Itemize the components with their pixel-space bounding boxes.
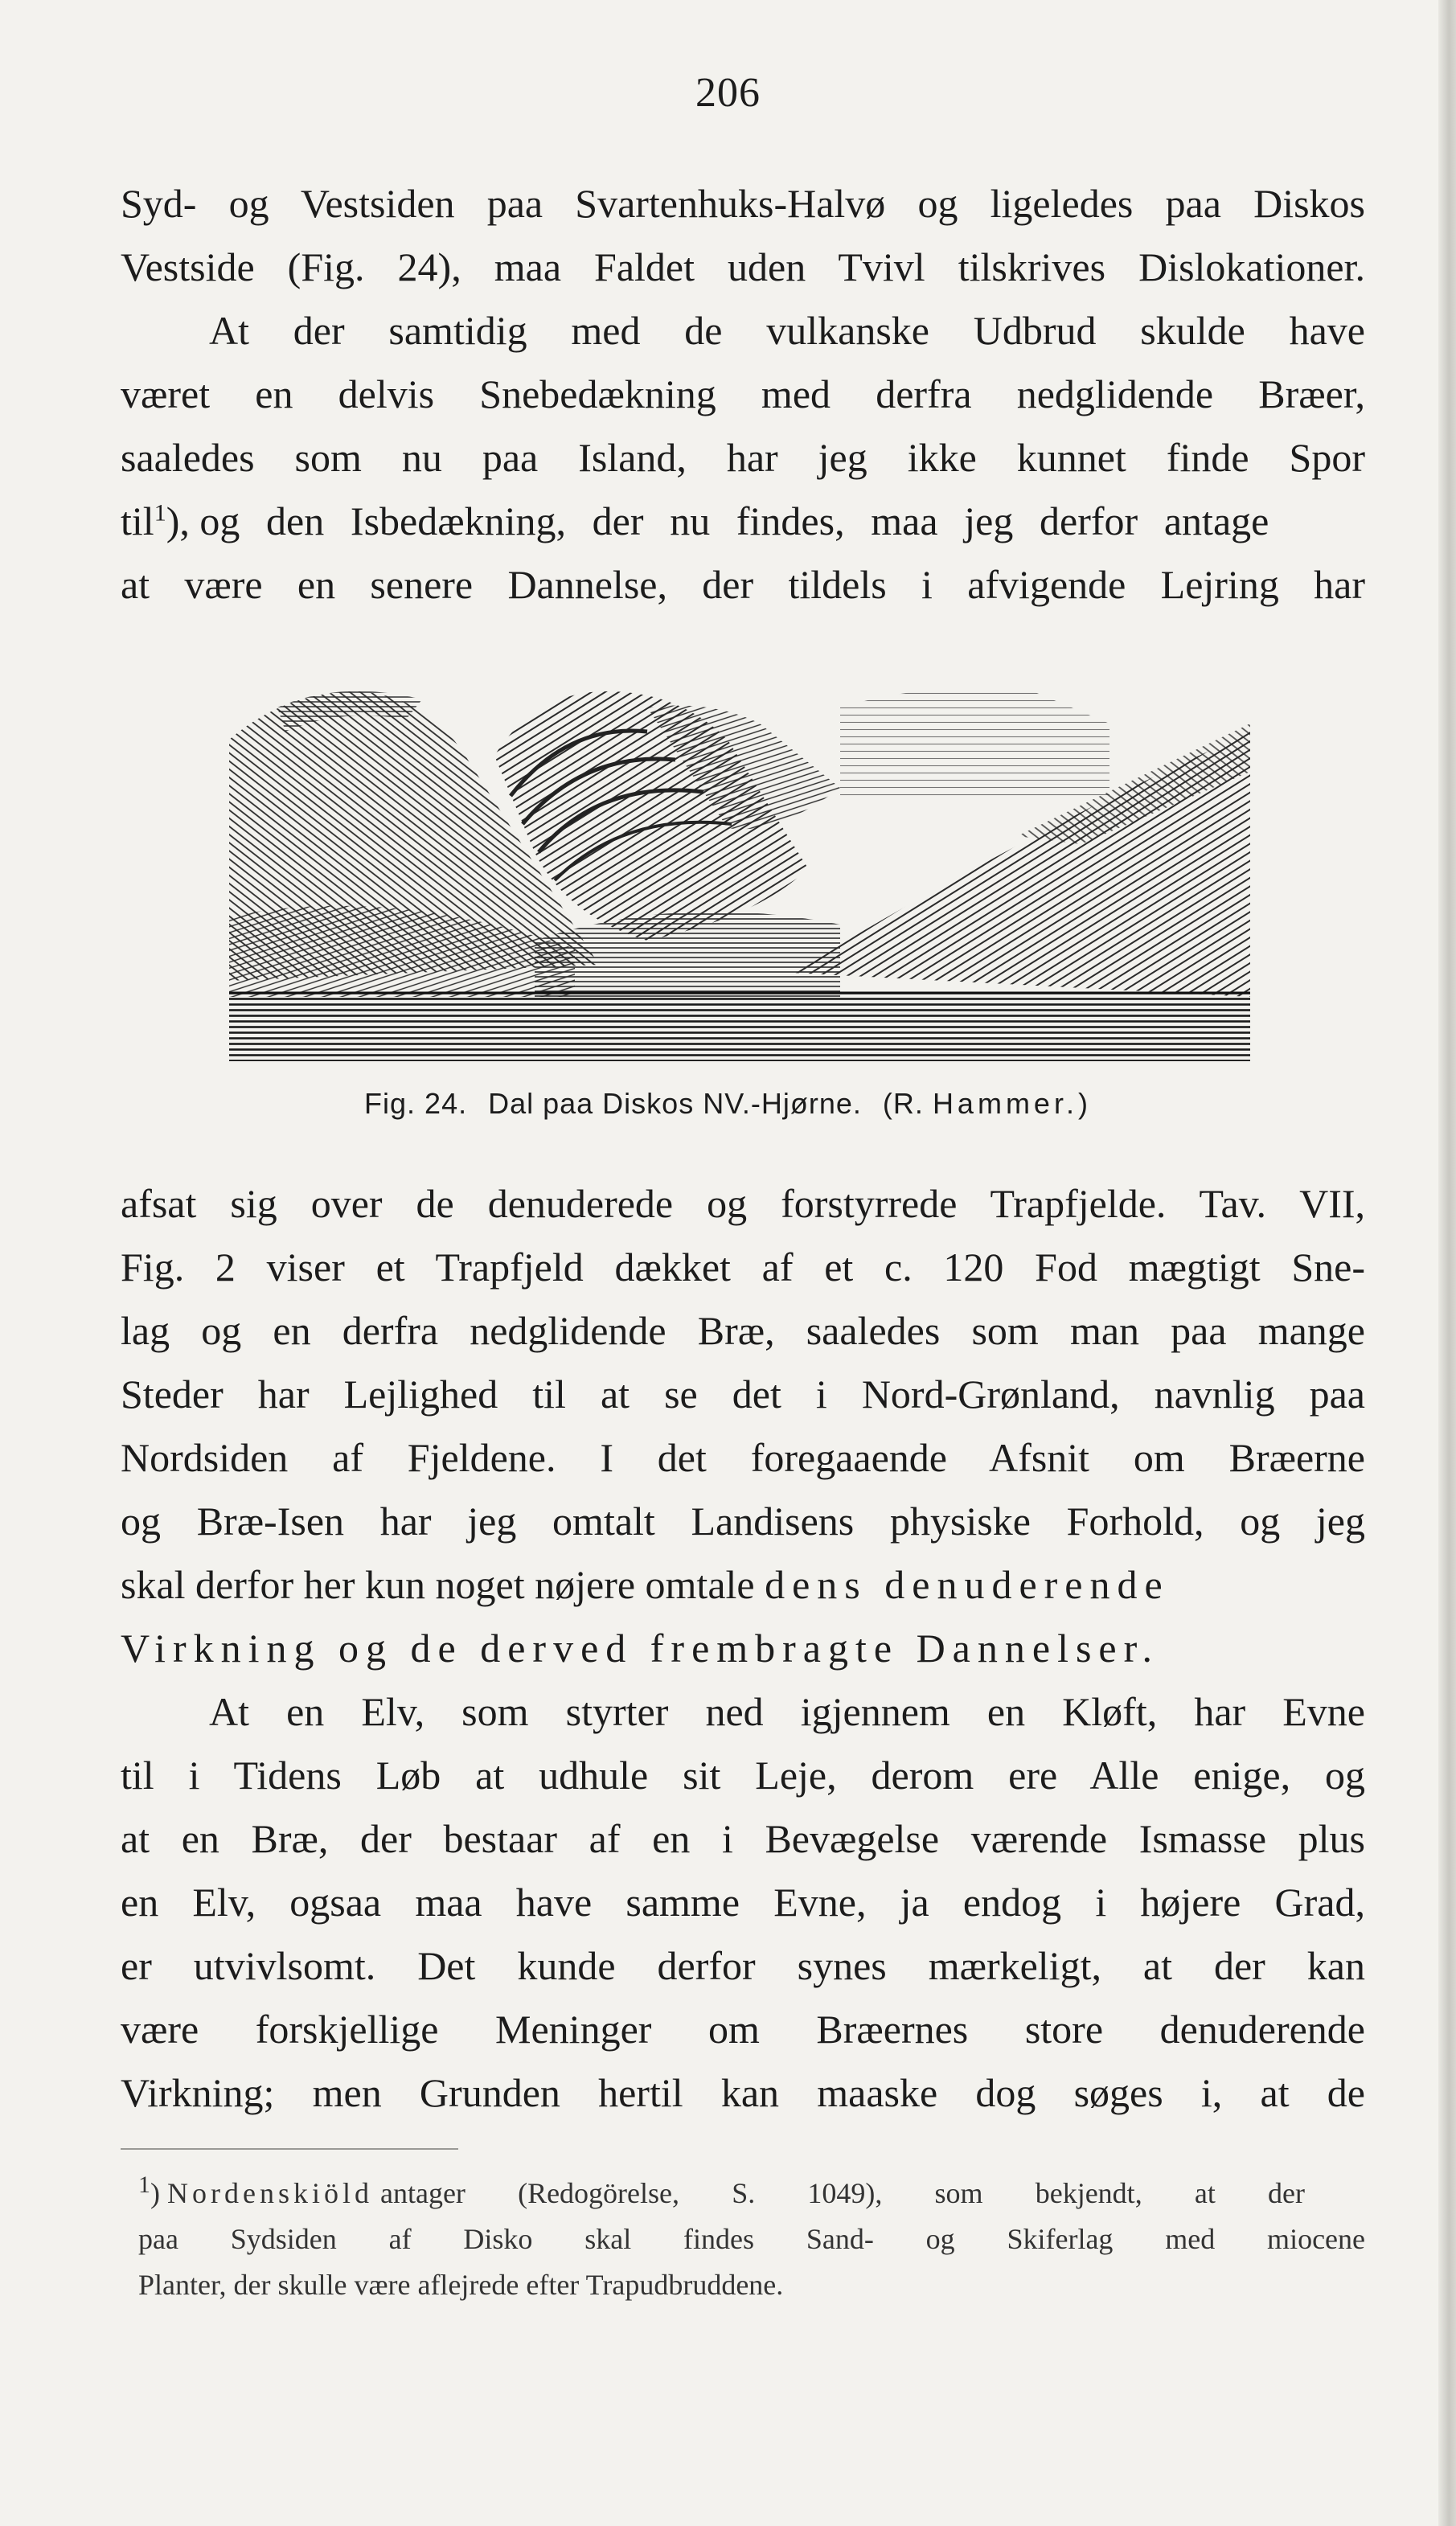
text-segment: skal derfor her kun noget nøjere omtale (121, 1562, 755, 1607)
text-line: til i Tidens Løb at udhule sit Leje, derom ere Alle enige, og (121, 1753, 1365, 1798)
text-line: være forskjellige Meninger om Bræernes store denuderende (121, 2007, 1365, 2052)
text-line: været en delvis Snebedækning med derfra nedglidende Bræer, (121, 371, 1365, 416)
text-line: lag og en derfra nedglidende Bræ, saaledes som man paa mange (121, 1308, 1365, 1353)
text-line: At en Elv, som styrter ned igjennem en Kløft, har Evne (209, 1689, 1365, 1734)
paragraph-2 (121, 1172, 1365, 1680)
text-line: og Bræ-Isen har jeg omtalt Landisens physiske Forhold, og jeg (121, 1499, 1365, 1544)
scan-page-edge (1438, 0, 1456, 2526)
footnote-divider (121, 2148, 458, 2150)
footnote-text: antager (Redogörelse, S. 1049), som bekjendt, at der (379, 2177, 1305, 2209)
figure-caption (0, 1087, 1456, 1121)
footnote-ref-prefix: til (121, 498, 154, 543)
text-segment-spaced: dens denuderende (765, 1562, 1170, 1607)
caption-title: Dal paa Diskos NV.-Hjørne. (488, 1087, 862, 1120)
text-line: At der samtidig med de vulkanske Udbrud skulde have (209, 308, 1365, 353)
paragraph-1 (121, 172, 1365, 617)
footnote-ref-suffix: ), (166, 498, 190, 543)
text-line: Vestside (Fig. 24), maa Faldet uden Tvivl tilskrives Dislokationer. (121, 244, 1365, 289)
text-line: Syd- og Vestsiden paa Svartenhuks-Halvø og ligeledes paa Diskos (121, 181, 1365, 226)
footnote-line: Planter, der skulle være aflejrede efter Trapudbruddene. (138, 2269, 784, 2301)
text-line: at en Bræ, der bestaar af en i Bevægelse værende Ismasse plus (121, 1816, 1365, 1861)
page-number: 206 (695, 70, 761, 116)
text-line: Steder har Lejlighed til at se det i Nord-Grønland, navnlig paa (121, 1372, 1365, 1417)
text-line: Fig. 2 viser et Trapfjeld dækket af et c. 120 Fod mægtigt Sne- (121, 1245, 1365, 1290)
text-line: afsat sig over de denuderede og forstyrrede Trapfjelde. Tav. VII, (121, 1181, 1365, 1226)
caption-credit-name: Hammer.) (932, 1087, 1092, 1120)
footnote-marker: 1 (138, 2171, 150, 2198)
caption-credit-open: (R. (882, 1087, 924, 1120)
text-line: saaledes som nu paa Island, har jeg ikke kunnet finde Spor (121, 435, 1365, 480)
text-line-continued: og den Isbedækning, der nu findes, maa jeg derfor antage (199, 498, 1269, 543)
caption-fig-number: Fig. 24. (364, 1087, 468, 1120)
text-line: at være en senere Dannelse, der tildels i afvigende Lejring har (121, 562, 1365, 607)
text-line: Virkning; men Grunden hertil kan maaske dog søges i, at de (121, 2070, 1365, 2115)
paragraph-3 (121, 1680, 1365, 2125)
text-line: er utvivlsomt. Det kunde derfor synes mærkeligt, at der kan (121, 1943, 1365, 1988)
text-line-with-footnote (121, 490, 1365, 553)
footnote-line: $^1$) Nordenskiöld antager (Redogörelse, S. 1049), som bekjendt, at der (138, 2171, 1365, 2216)
text-line-spaced: Virkning og de derved frembragte Dannelser. (121, 1626, 1160, 1671)
figure-24-engraving (229, 675, 1250, 1061)
text-line: en Elv, ogsaa maa have samme Evne, ja endog i højere Grad, (121, 1880, 1365, 1925)
footnote-author: Nordenskiöld (167, 2177, 373, 2209)
text-line-mixed (121, 1553, 1365, 1617)
footnote-line: paa Sydsiden af Disko skal findes Sand- og Skiferlag med miocene (138, 2223, 1365, 2255)
footnote-marker: 1 (154, 499, 166, 527)
text-line: Nordsiden af Fjeldene. I det foregaaende Afsnit om Bræerne (121, 1435, 1365, 1480)
footnote (138, 2171, 1365, 2308)
